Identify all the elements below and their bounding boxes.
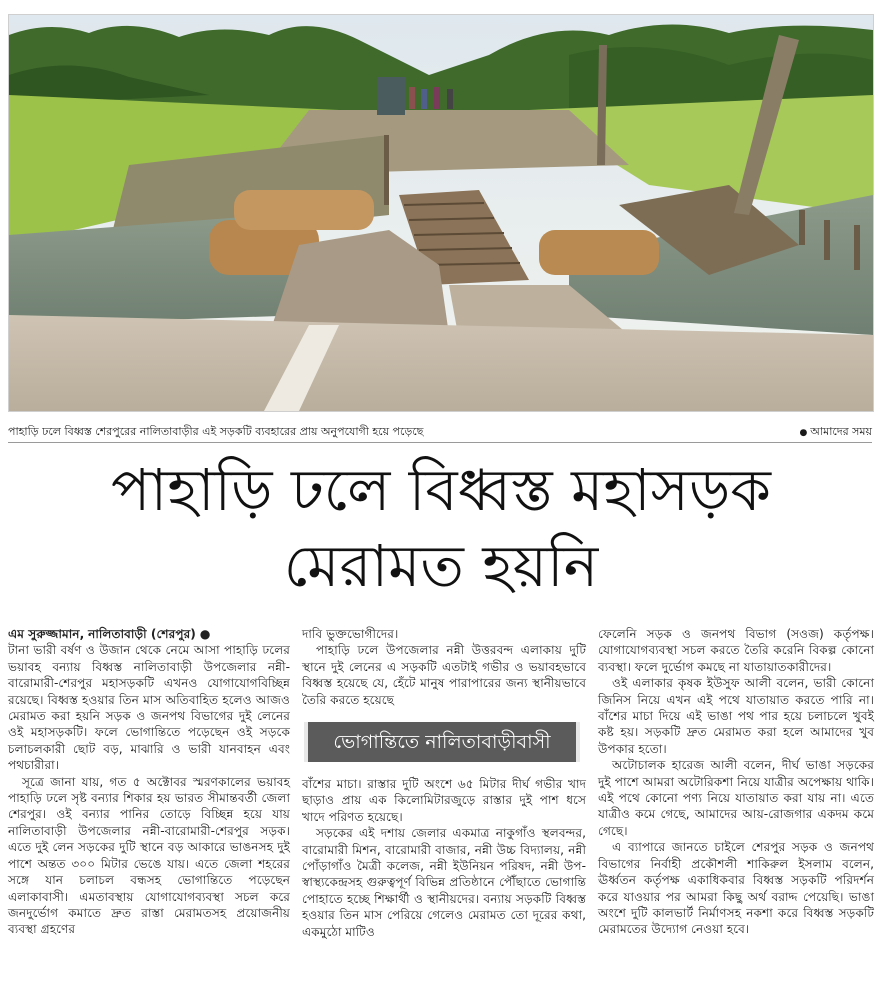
caption-text: পাহাড়ি ঢলে বিধ্বস্ত শেরপুরের নালিতাবাড়ীর এই সড়কটি ব্যবহারের প্রায় অনুপযোগী হয়ে পড়েছে: [8, 424, 424, 438]
article-paragraph: বাঁশের মাচা। রাস্তার দুটি অংশে ৬৫ মিটার দীর্ঘ গভীর খাদ ছাড়াও প্রায় এক কিলোমিটারজুড়ে রাস্তার দুই পাশ ধসে খাদে পরিণত হয়েছে।: [302, 777, 586, 824]
article-paragraph: দাবি ভুক্তভোগীদের।: [302, 627, 399, 641]
pull-quote: ভোগান্তিতে নালিতাবাড়ীবাসী: [304, 722, 580, 762]
article-paragraph: সড়কের এই দশায় জেলার একমাত্র নাকুগাঁও স্থলবন্দর, বারোমারী মিশন, বারোমারী বাজার, নন্নী উচ্চ বিদ্যালয়, নন্নী পোঁড়াগাঁও মৈত্রী কলেজ, নন্নী ইউনিয়ন পরিষদ, নন্নী উপ-স্বাস্থ্যকেন্দ্রসহ গুরুত্বপূর্ণ বিভিন্ন প্রতিষ্ঠানে পৌঁছাতে ভোগান্তি পোহাতে হচ্ছে শিক্ষার্থী ও স্থানীয়দের। বন্যায় সড়কটি বিধ্বস্ত হওয়ার তিন মাস পেরিয়ে গেলেও মেরামত তো দূরের কথা, একমুঠো মাটিও: [302, 826, 586, 939]
headline-line-1: পাহাড়ি ঢলে বিধ্বস্ত মহাসড়ক: [111, 456, 771, 524]
article-paragraph: এ ব্যাপারে জানতে চাইলে শেরপুর সড়ক ও জনপথ বিভাগের নির্বাহী প্রকৌশলী শাকিরুল ইসলাম বলেন, ঊর্ধ্বতন কর্তৃপক্ষ একাধিকবার বিধ্বস্ত সড়কটি পরিদর্শন করে যাওয়ার পর আমরা কিছু অর্থ বরাদ্দ পেয়েছি। ভাঙা অংশে দুটি কালভার্ট নির্মাণসহ নকশা করে বিধ্বস্ত সড়কটি মেরামতের উদ্যোগ নেওয়া হবে।: [598, 840, 874, 937]
article-paragraph: অটোচালক হারেজ আলী বলেন, দীর্ঘ ভাঙা সড়কের দুই পাশে আমরা অটোরিকশা নিয়ে যাত্রীর অপেক্ষায় থাকি। এই পথে কোনো পণ্য নিয়ে যাতায়াত করা যায় না। এতে যাত্রীও কমে গেছে, আমাদের আয়-রোজগার একদম কমে গেছে।: [598, 758, 874, 838]
article-paragraph: ফেলেনি সড়ক ও জনপথ বিভাগ (সওজ) কর্তৃপক্ষ। যোগাযোগব্যবস্থা সচল করতে তৈরি করেনি বিকল্প কোনো ব্যবস্থা। ফলে দুর্ভোগ কমছে না যাতায়াতকারীদের।: [598, 627, 874, 674]
article-paragraph: টানা ভারী বর্ষণ ও উজান থেকে নেমে আসা পাহাড়ি ঢলের ভয়াবহ বন্যায় বিধ্বস্ত নালিতাবাড়ী উপজেলার নন্নী-বারোমারী-শেরপুর মহাসড়কটি এখনও যোগাযোগবিচ্ছিন্ন রয়েছে। বিধ্বস্ত হওয়ার তিন মাস অতিবাহিত হলেও আজও মেরামত করা হয়নি সড়ক ও জনপথ বিভাগের দুই লেনের ওই মহাসড়কটি। ফলে ভোগান্তিতে পড়েছেন ওই সড়কে চলাচলকারী ছোট বড়, মাঝারি ও ভারী যানবাহন এবং পথচারীরা।: [8, 643, 290, 773]
news-photo: [8, 14, 874, 412]
headline-line-2: মেরামত হয়নি: [283, 532, 599, 600]
byline-author: এম সুরুজ্জামান,: [8, 627, 85, 641]
article-paragraph: সূত্রে জানা যায়, গত ৫ অক্টোবর স্মরণকালের ভয়াবহ পাহাড়ি ঢলে সৃষ্ট বন্যার শিকার হয় ভারত সীমান্তবর্তী জেলা শেরপুর। ওই বন্যার পানির তোড়ে বিচ্ছিন্ন হয়ে যায় নালিতাবাড়ী উপজেলার নন্নী-বারোমারী-শেরপুর সড়ক। এতে দুই লেন সড়কের দুটি স্থানে বড় আকারে ভাঙনসহ দুই পাশে অন্তত ৩০০ মিটার ভেঙে যায়। এতে জেলা শহরের সঙ্গে যান চলাচল বন্ধসহ ভোগান্তিতে পড়েছেন এলাকাবাসী। এমতাবস্থায় যোগাযোগব্যবস্থা সচল করে জনদুর্ভোগ কমাতে দ্রুত রাস্তা মেরামতসহ প্রয়োজনীয় ব্যবস্থা গ্রহণের: [8, 774, 290, 937]
article-column-1: [8, 626, 290, 938]
article-paragraph: ওই এলাকার কৃষক ইউসুফ আলী বলেন, ভারী কোনো জিনিস নিয়ে এখন এই পথে যাতায়াত করতে পারি না। বাঁশের মাচা দিয়ে এই ভাঙা পথ পার হয়ে চলাচলে খুবই কষ্ট হয়। সড়কটি দ্রুত মেরামত করা হলে আমাদের খুব উপকার হতো।: [598, 676, 874, 756]
byline-location: নালিতাবাড়ী (শেরপুর): [88, 627, 196, 641]
article-column-2: [302, 626, 586, 940]
photo-credit: ● আমাদের সময়: [800, 423, 872, 442]
broken-road-photo: [9, 15, 873, 411]
byline: এম সুরুজ্জামান, নালিতাবাড়ী (শেরপুর) ●: [8, 627, 211, 641]
article-column-3: [598, 626, 874, 938]
headline: [0, 452, 882, 604]
photo-caption: [8, 422, 872, 443]
article-paragraph: পাহাড়ি ঢলে উপজেলার নন্নী উত্তরবন্দ এলাকায় দুটি স্থানে দুই লেনের এ সড়কটি এতটাই গভীর ও ভয়াবহভাবে বিধ্বস্ত হয়েছে যে, হেঁটে মানুষ পারাপারের জন্য স্থানীয়ভাবে তৈরি করতে হয়েছে: [302, 643, 586, 707]
